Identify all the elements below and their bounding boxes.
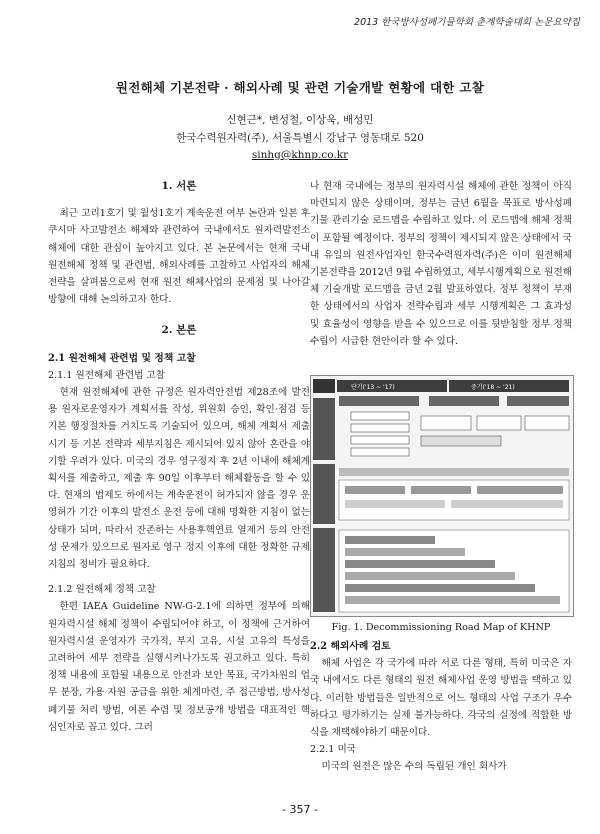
- task-box: [345, 486, 405, 494]
- task-box: [451, 500, 563, 508]
- paragraph-2-1-2: 한편 IAEA Guideline NW-G-2.1에 의하면 정부에 의해 원자력시설 해체 정책이 수립되어야 하고, 이 정책에 근거하여 원자력시설 운영자가 국가적, 부지 고유, 시설 고유의 특성을 고려하여 세부 전략을 실행시켜나가도록 권고하고 있다. 특히 정책 내용에 포함될 내용으로 안전과 보안 목표, 국가차원의 업무 분장, 가용 자원 공급을 위한 체계마련, 주 접근방법, 방사성폐기물 처리 방법, 여론 수렴 및 정보공개 방법을 대표적인 핵심인자로 꼽고 있다. 그러: [48, 601, 310, 733]
- task-box: [411, 486, 471, 494]
- page-number: - 357 -: [282, 803, 318, 816]
- task-box: [477, 486, 563, 494]
- subsection-2-1-heading: 2.1 원전해체 관련법 및 정책 고찰: [48, 352, 196, 364]
- tech-item: [345, 536, 435, 544]
- running-header: 2013 한국방사성폐기물학회 춘계학술대회 논문요약집: [354, 17, 580, 28]
- process-bar: [339, 468, 569, 476]
- paragraph-2-1-1: 현재 원전해체에 관한 규정은 원자력안전법 제28조에 발전용 원자로운영자가 계획서를 작성, 위원회 승인, 확인·점검 등 기본 행정절차를 거치도록 기술되어 있으며, 해체 계획서 제출 시기 등 기본 전략과 세부지침은 제시되어 있지 않아 혼란을 야기할 우려가 있다. 미국의 경우 영구정지 후 2년 이내에 해체계획서를 제출하고, 제출 후 90일 이후부터 해체활동을 할 수 있다. 현재의 법제도 하에서는 계속운전이 허가되지 않을 경우 운영허가 기간 이후의 발전소 운전 등에 대해 명확한 지침이 없는 상태가 되며, 따라서 잔존하는 사용후핵연료 열제거 등의 안전성 문제가 있으므로 원자로 영구 정지 이후에 대한 정확한 규제지침의 정비가 필요하다.: [48, 387, 310, 571]
- subsection-2-1-2-heading: 2.1.2 원전해체 정책 고찰: [48, 584, 156, 596]
- subsection-2-1-1-heading: 2.1.1 원전해체 관련법 고찰: [48, 369, 165, 381]
- step-box-2: [429, 396, 499, 406]
- right-column-top: [310, 178, 572, 350]
- task-box: [421, 416, 471, 430]
- paragraph-2-2-1: 미국의 원전은 많은 수의 독립된 개인 회사가: [321, 761, 507, 773]
- task-box: [525, 416, 569, 430]
- tech-item: [345, 596, 560, 604]
- row-label-policy: [313, 398, 335, 460]
- task-box: [477, 416, 521, 430]
- phase-short-term-label: 단기('13 ~ '17): [351, 384, 395, 391]
- section-2-heading: 2. 본론: [161, 324, 197, 337]
- task-box: [351, 424, 409, 432]
- time-span-label-box: [313, 379, 335, 393]
- figure-caption: Fig. 1. Decommissioning Road Map of KHNP: [331, 622, 551, 633]
- phase-mid-term-label: 중기('18 ~ '21): [471, 384, 515, 391]
- affiliation: 한국수력원자력(주), 서울특별시 강남구 영동대로 520: [176, 132, 424, 144]
- section-1-heading: 1. 서론: [161, 180, 197, 192]
- tech-item: [345, 584, 535, 592]
- email: [0, 149, 600, 161]
- paper-title: 원전해체 기본전략 · 해외사례 및 관련 기술개발 현황에 대한 고찰: [115, 80, 485, 95]
- left-column: [48, 178, 310, 736]
- right-column-bottom: [310, 638, 572, 776]
- step-box-3: [507, 396, 569, 406]
- tech-item: [345, 548, 465, 556]
- task-box: [351, 436, 409, 444]
- paragraph-2-2: 해체 사업은 각 국가에 따라 서로 다른 형태, 특히 미국은 자국 내에서도 다른 형태의 원전 해체사업 운영 방법을 택하고 있다. 이러한 방법들은 일반적으로 어느 형태의 사업 구조가 우수하다고 평가하기는 실제 불가능하다. 각국의 실정에 적합한 방식을 채택해야하기 때문이다.: [310, 658, 572, 739]
- task-box: [345, 500, 445, 508]
- paragraph-policy-continued: 나 현재 국내에는 정부의 원자력시설 해체에 관한 정책이 아직 마련되지 않은 상태이며, 정부는 금년 6월을 목표로 방사성폐기물 관리기술 로드맵을 수립하고 있다. 이 로드맵에 해체 정책이 포함될 예정이다. 정부의 정책이 제시되지 않은 상태에서 국내 유일의 원전사업자인 한국수력원자력(주)은 이미 원전해체 기본전략을 2012년 9월 수립하였고, 세부시행계획으로 원전해체 기술개발 로드맵을 금년 2월 발표하였다. 정부 정책이 부재한 상태에서의 사업자 전략수립과 세부 시행계획은 그 효과성 및 효율성이 영향을 받을 수 있으므로 이를 뒷받침할 정부 정책 수립이 시급한 현안이라 할 수 있다.: [310, 181, 572, 347]
- authors: 신현근*, 변성철, 이상욱, 배성민: [226, 114, 374, 126]
- task-box: [421, 436, 501, 446]
- subsection-2-2-heading: 2.2 해외사례 검토: [310, 641, 391, 652]
- step-box-1: [339, 396, 419, 406]
- subsection-2-2-1-heading: 2.2.1 미국: [310, 744, 356, 756]
- task-box: [351, 448, 409, 456]
- email-link[interactable]: sinhg@khnp.co.kr: [251, 149, 349, 161]
- row-label-strategy: [313, 464, 335, 524]
- roadmap-diagram: [311, 376, 573, 616]
- row-label-tech: [313, 528, 335, 612]
- roadmap-figure: [310, 375, 574, 617]
- tech-item: [345, 572, 515, 580]
- tech-item: [345, 560, 495, 568]
- task-box: [351, 412, 409, 420]
- intro-paragraph: 최근 고리1호기 및 월성1호기 계속운전 여부 논란과 일본 후쿠시마 사고발전소 해체와 관련하여 국내에서도 원자력발전소 해체에 대한 관심이 높아지고 있다. 본 논문에서는 현재 국내 원전해체 정책 및 관련법, 해외사례를 고찰하고 사업자의 해체 전략을 살펴봄으로써 현재 원전 해체사업의 문제점 및 나아갈 방향에 대해 논의하고자 한다.: [48, 208, 310, 306]
